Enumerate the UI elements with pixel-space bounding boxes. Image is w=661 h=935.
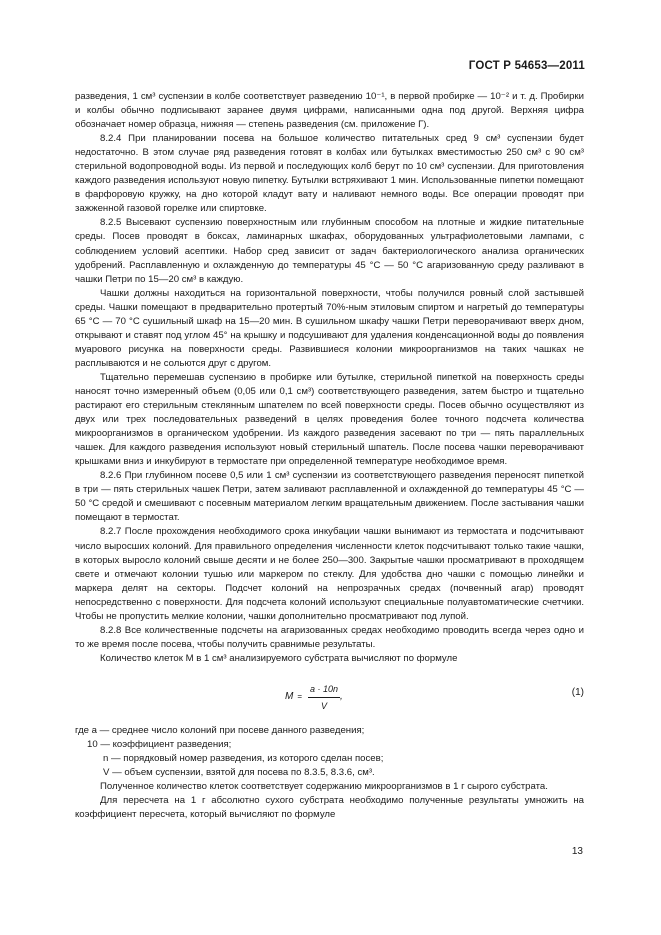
formula-expression [285, 682, 343, 713]
paragraph: 8.2.5 Высевают суспензию поверхностным или глубинным способом на плотные и жидкие питательные среды. Посев проводят в боксах, ламинарных шкафах, оборудованных ультрафиолетовыми лампами, с соблюдением условий асептики. Набор сред зависит от задач бактериологического анализа органических удобрений. Расплавленную и охлажденную до температуры 45 °С — 50 °С агаризованную среду разливают в чашки Петри по 15—20 см³ в каждую. [75, 217, 584, 285]
fraction-bar [308, 697, 340, 698]
formula-1 [75, 672, 584, 724]
paragraph: 8.2.7 После прохождения необходимого срока инкубации чашки вынимают из термостата и подсчитывают число выросших колоний. Для правильного определения численности клеток подсчитывают только такие чашки, в которых выросло колоний свыше десяти и не более 250—300. Закрытые чашки просматривают в проходящем свете и отмечают колонии тушью или маркером по стеклу. Для удобства дно чашки с помощью линейки и маркера делят на секторы. Подсчет колоний на непрозрачных средах (почвенный агар) проводят непосредственно с поверхности. Для подсчета колоний используют специальные полуавтоматические счетчики. Чтобы не пропустить мелкие колонии, чашки дополнительно просматривают под лупой. [75, 526, 584, 622]
paragraph: Тщательно перемешав суспензию в пробирке или бутылке, стерильной пипеткой на поверхность среды наносят точно измеренный объем (0,05 или 0,1 см³) соответствующего разведения, затем быстро и тщательно растирают его стерильным стеклянным шпателем по всей поверхности среды. Посев обычно осуществляют из двух или трех последовательных разведений в целях проведения более точного подсчета количества микроорганизмов в органическом удобрении. Из каждого разведения засевают по три — пять параллельных чашек. Для каждого разведения используют новый стерильный шпатель. После посева чашки переворачивают крышками вниз и инкубируют в термостате при определенной температуре необходимое время. [75, 371, 584, 468]
paragraph: 8.2.8 Все количественные подсчеты на агаризованных средах необходимо проводить всегда через одно и то же время после посева, чтобы получить сравнимые результаты. [75, 624, 584, 650]
definition-item: V — объем суспензии, взятой для посева по 8.3.5, 8.3.6, см³. [103, 767, 375, 779]
definition-item: n — порядковый номер разведения, из которого сделан посев; [103, 753, 384, 765]
document-body [75, 90, 584, 822]
page-number: 13 [571, 846, 583, 857]
standard-header: ГОСТ Р 54653—2011 [468, 60, 585, 72]
paragraph: Количество клеток M в 1 см³ анализируемого субстрата вычисляют по формуле [100, 652, 458, 664]
paragraph: 8.2.4 При планировании посева на большое количество питательных сред 9 см³ суспензии будет недостаточно. В этом случае ряд разведения готовят в колбах или бутылках вместимостью 250 см³ с 90 см³ стерильной водопроводной воды. Из первой и последующих колб берут по 10 см³ суспензии. Для приготовления каждого разведения используют новую пипетку. Бутылки встряхивают 1 мин. Использованные пипетки помещают в фарфоровую кружку, на дно которой кладут вату и наливают немного воды. Все операции проводят при зажженной газовой горелке или спиртовке. [75, 133, 584, 215]
paragraph: Для пересчета на 1 г абсолютно сухого субстрата необходимо полученные результаты умножить на коэффициент пересчета, который вычисляют по формуле [75, 795, 584, 821]
formula-trail: , [340, 691, 343, 703]
formula-lhs: M [285, 691, 294, 703]
definition-item: где a — среднее число колоний при посеве данного разведения; [75, 724, 365, 736]
paragraph: 8.2.6 При глубинном посеве 0,5 или 1 см³ суспензии из соответствующего разведения переносят пипеткой в три — пять стерильных чашек Петри, затем заливают расплавленной и охлажденной до температуры 45 °С — 50 °С средой и смешивают с посевным материалом легким вращательным движением. После застывания чашки помещают в термостат. [75, 470, 584, 524]
formula-denominator: V [321, 700, 328, 711]
paragraph: Полученное количество клеток соответствует содержанию микроорганизмов в 1 г сырого субстрата. [100, 781, 548, 793]
formula-number: (1) [571, 686, 584, 698]
formula-fraction [308, 682, 340, 713]
definitions-list [75, 724, 584, 780]
formula-numerator: a · 10n [310, 683, 339, 694]
definition-item: 10 — коэффициент разведения; [87, 738, 232, 750]
formula-equals: = [297, 692, 303, 702]
paragraph: Чашки должны находиться на горизонтальной поверхности, чтобы получился ровный слой застывшей среды. Чашки помещают в предварительно протертый 70%-ным этиловым спиртом и нагретый до температуры 65 °С — 70 °С сушильный шкаф на 15—20 мин. В сушильном шкафу чашки Петри переворачивают вверх дном, открывают и ставят под углом 45° на крышку и подсушивают для удаления конденсационной воды до появления муарового рисунка на поверхности среды. Развившиеся колонии микроорганизмов на таких чашках не расплываются и не сольются друг с другом. [75, 287, 584, 369]
paragraph: разведения, 1 см³ суспензии в колбе соответствует разведению 10⁻¹, в первой пробирке — 10⁻² и т. д. Пробирки и колбы обычно подписывают заранее двумя цифрами, написанными одна под другой. Верхняя цифра обозначает номер образца, нижняя — степень разведения (см. приложение Г). [75, 91, 584, 131]
